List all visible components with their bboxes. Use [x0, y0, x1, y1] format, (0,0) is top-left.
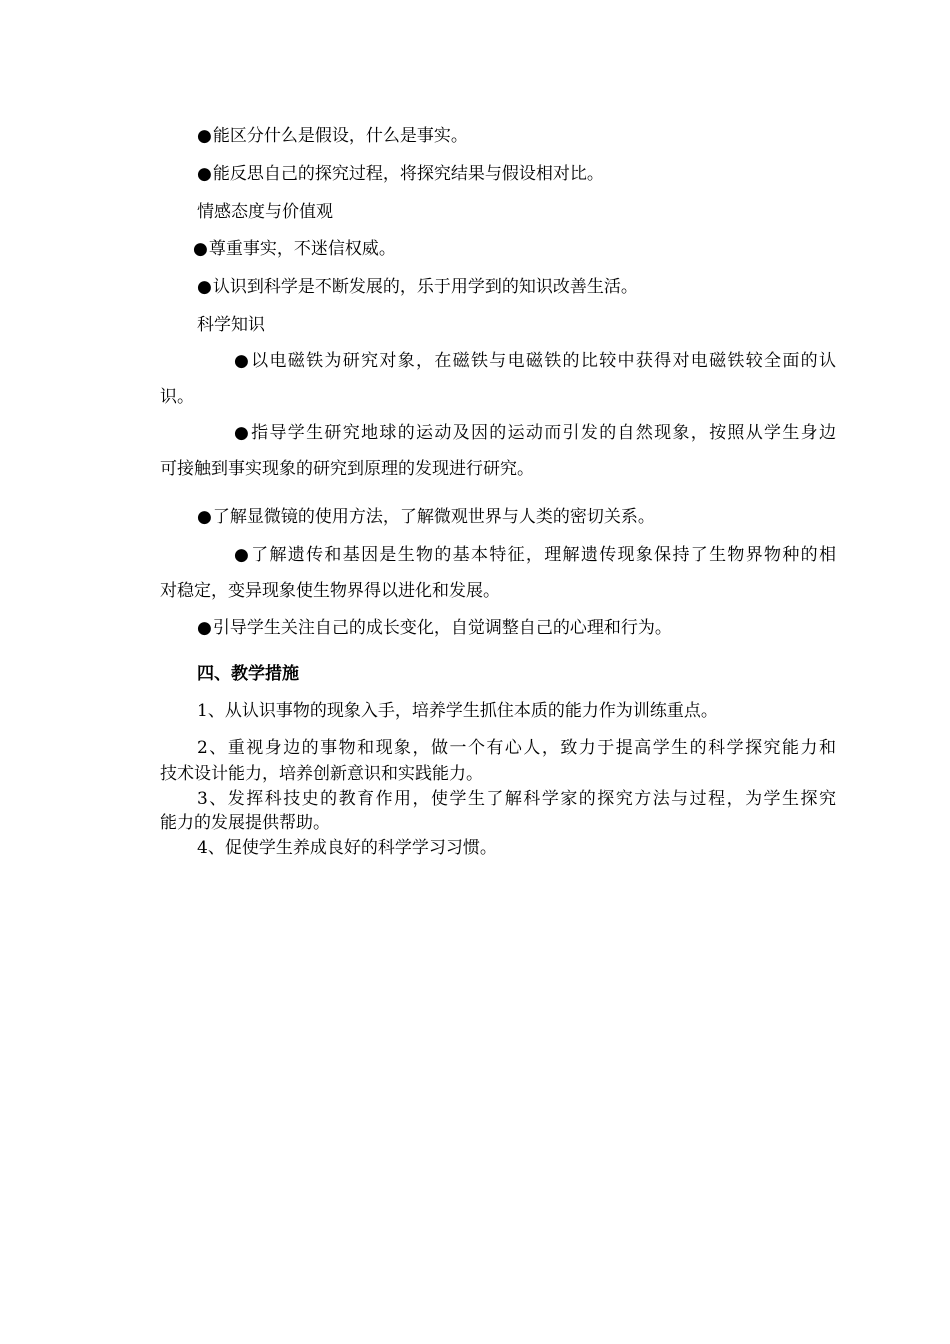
text-continuation: 技术设计能力，培养创新意识和实践能力。	[160, 764, 483, 784]
text-continuation: 可接触到事实现象的研究到原理的发现进行研究。	[160, 459, 534, 479]
bullet-icon: ●	[197, 126, 212, 146]
measure-item-1: 1、从认识事物的现象入手，培养学生抓住本质的能力作为训练重点。	[197, 701, 718, 721]
bullet-icon: ●	[234, 351, 249, 371]
text: 认识到科学是不断发展的，乐于用学到的知识改善生活。	[212, 277, 638, 297]
bullet-line-microscope	[197, 506, 655, 528]
bullet-icon: ●	[234, 423, 249, 443]
text: 引导学生关注自己的成长变化，自觉调整自己的心理和行为。	[212, 618, 672, 638]
bullet-icon: ●	[197, 164, 212, 184]
text: 能区分什么是假设，什么是事实。	[212, 126, 468, 146]
text: 能反思自己的探究过程，将探究结果与假设相对比。	[212, 164, 604, 184]
text-continuation: 识。	[160, 387, 194, 407]
bullet-icon: ●	[234, 545, 249, 565]
bullet-line-electromagnet	[160, 350, 836, 372]
text: 了解显微镜的使用方法，了解微观世界与人类的密切关系。	[212, 507, 655, 527]
bullet-line-growth	[197, 617, 672, 639]
text-continuation: 能力的发展提供帮助。	[160, 813, 330, 833]
bullet-icon: ●	[197, 618, 212, 638]
measure-item-3: 3、发挥科技史的教育作用，使学生了解科学家的探究方法与过程，为学生探究	[197, 789, 836, 809]
bullet-line-hypothesis	[197, 125, 468, 147]
text: 以电磁铁为研究对象，在磁铁与电磁铁的比较中获得对电磁铁较全面的认	[249, 351, 836, 371]
text: 尊重事实，不迷信权威。	[208, 239, 396, 259]
text-continuation: 对稳定，变异现象使生物界得以进化和发展。	[160, 581, 500, 601]
heading-teaching-measures: 四、教学措施	[197, 664, 299, 684]
text: 了解遗传和基因是生物的基本特征，理解遗传现象保持了生物界物种的相	[249, 545, 836, 565]
bullet-line-heredity	[160, 544, 836, 566]
bullet-line-reflect	[197, 163, 604, 185]
bullet-line-science-develops	[197, 276, 638, 298]
heading-emotion-values: 情感态度与价值观	[197, 202, 333, 222]
bullet-icon: ●	[193, 239, 208, 259]
text: 指导学生研究地球的运动及因的运动而引发的自然现象，按照从学生身边	[249, 423, 836, 443]
heading-science-knowledge: 科学知识	[197, 315, 265, 335]
bullet-line-earth-motion	[160, 422, 836, 444]
bullet-line-respect-facts	[193, 238, 396, 260]
measure-item-2: 2、重视身边的事物和现象，做一个有心人，致力于提高学生的科学探究能力和	[197, 738, 836, 758]
bullet-icon: ●	[197, 507, 212, 527]
measure-item-4: 4、促使学生养成良好的科学学习习惯。	[197, 838, 497, 858]
bullet-icon: ●	[197, 277, 212, 297]
